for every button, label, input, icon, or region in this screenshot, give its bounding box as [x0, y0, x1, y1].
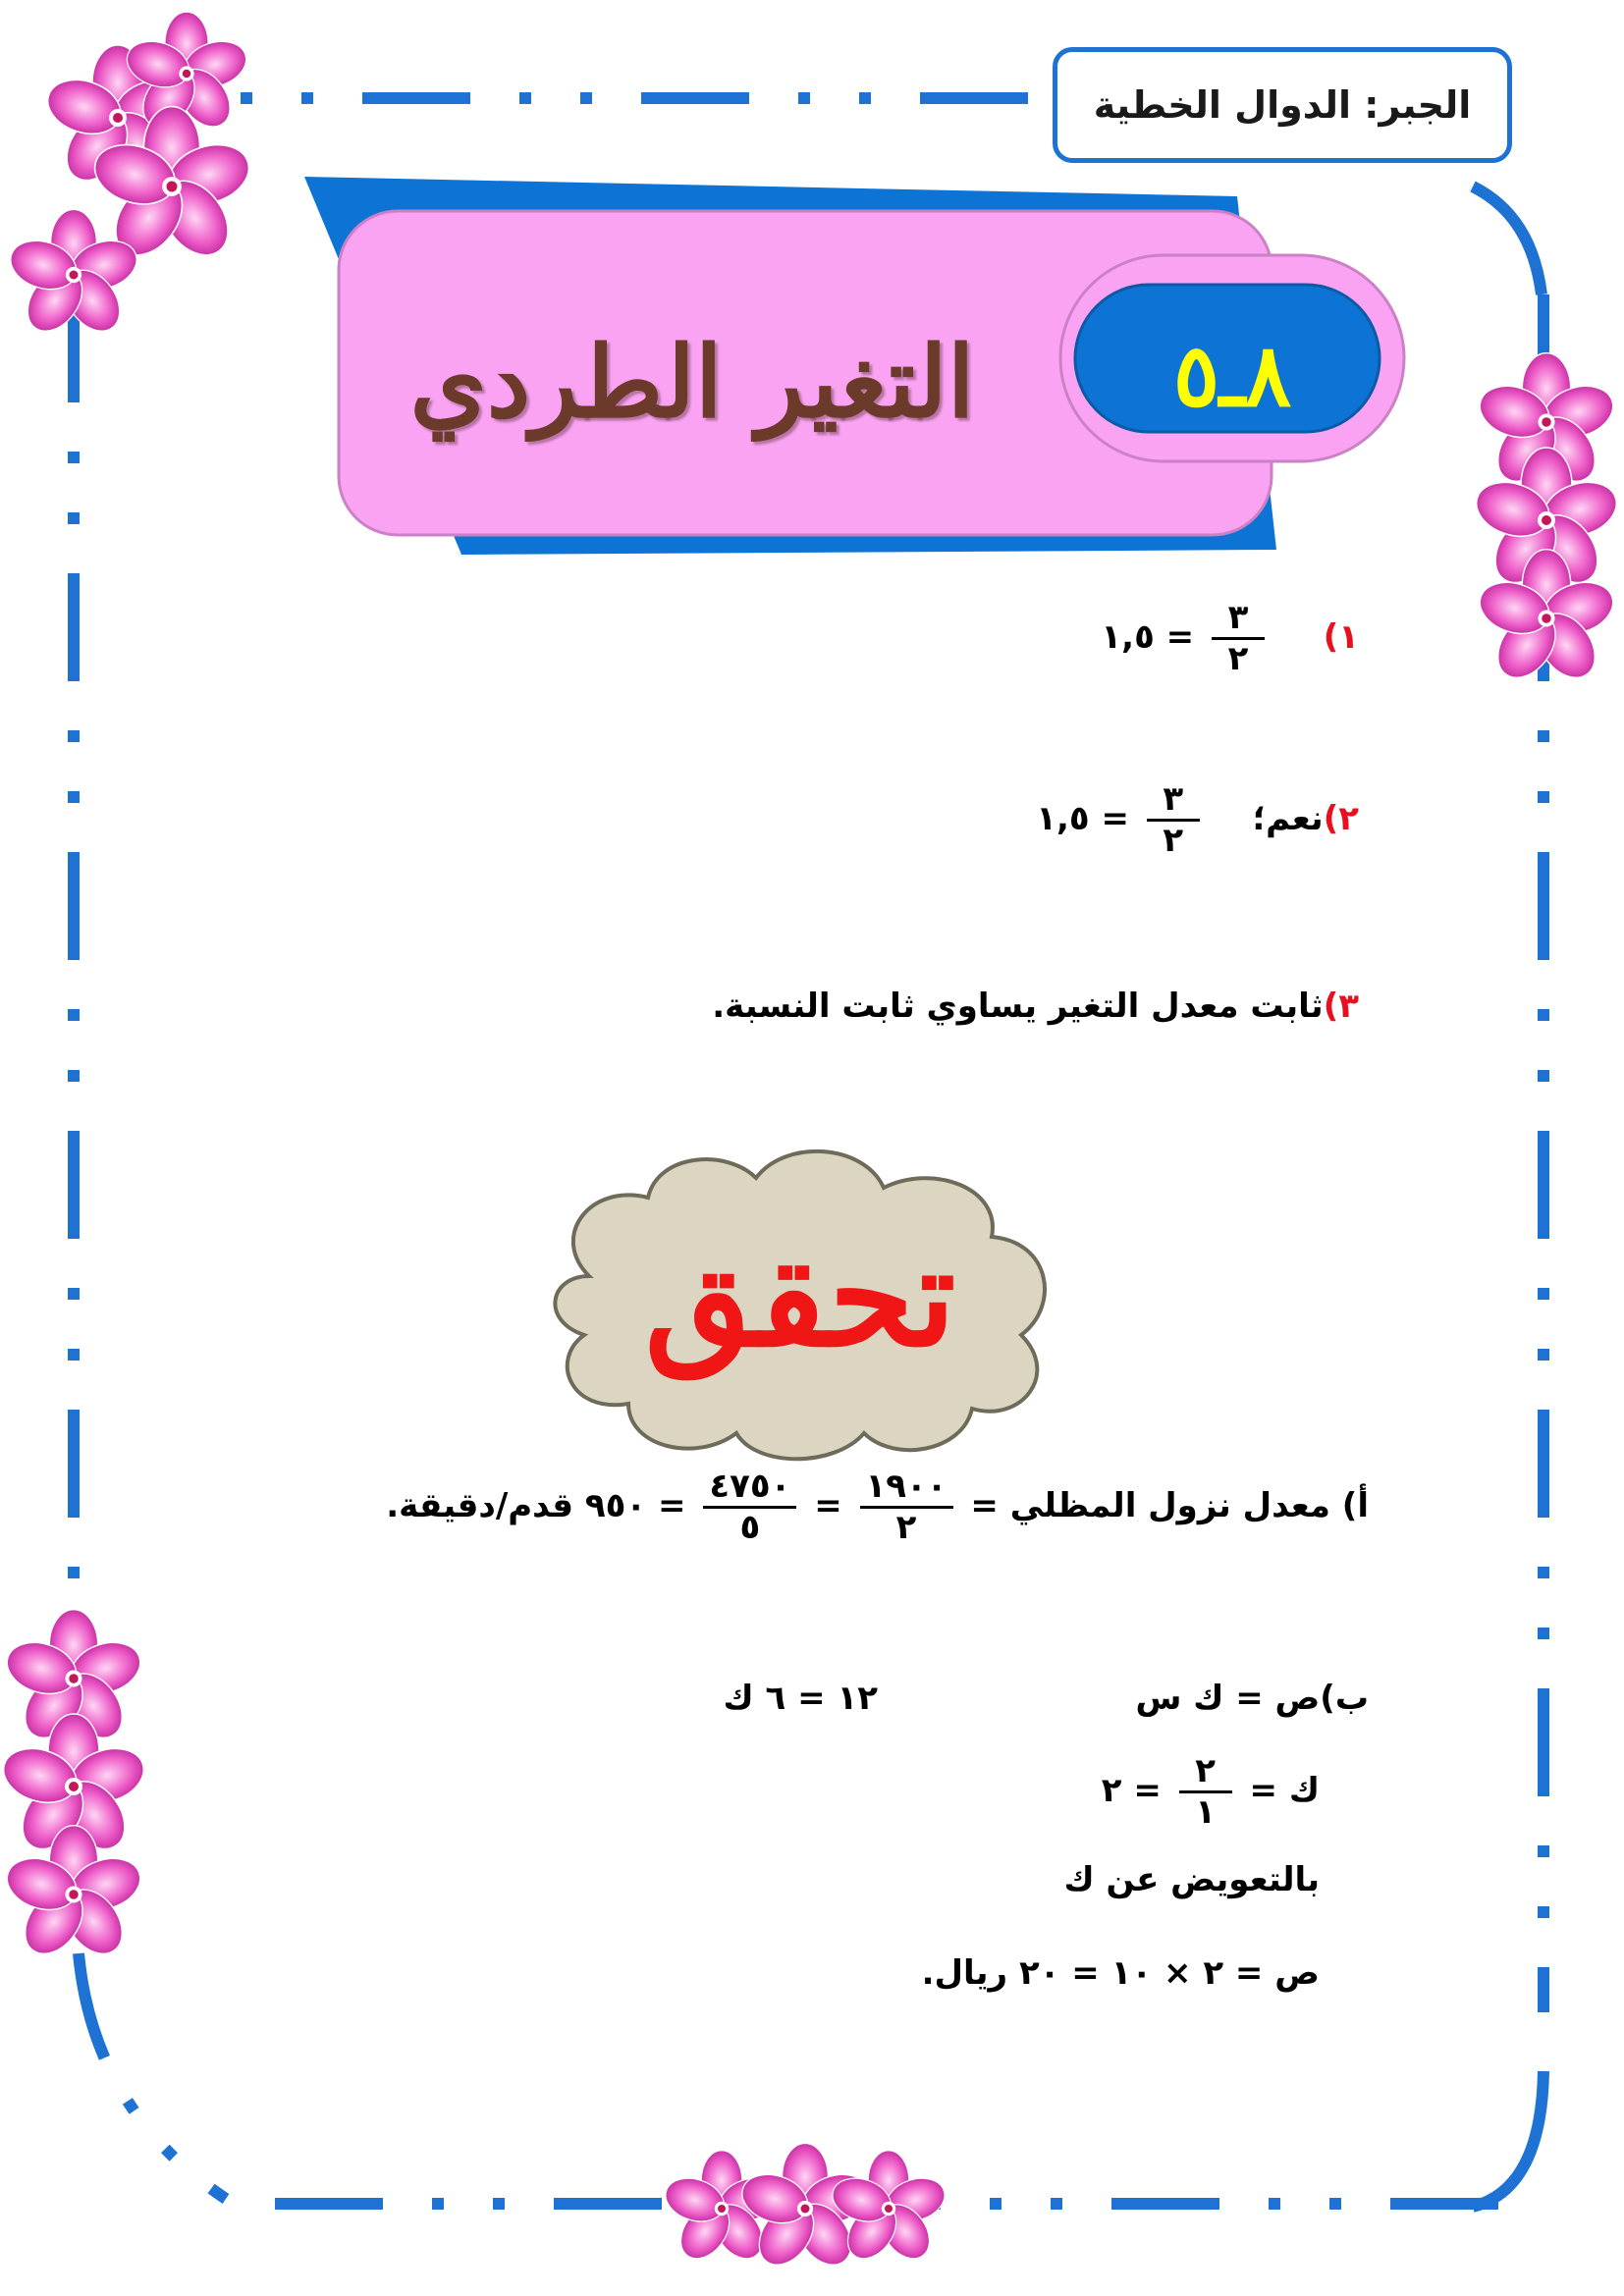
answer-1: [1101, 599, 1359, 678]
answer-3-number: ٣): [1323, 987, 1359, 1026]
lesson-title: التغير الطردي: [409, 324, 975, 440]
fraction-denominator: ٥: [739, 1508, 761, 1548]
answer-1-result: = ١,٥: [1101, 617, 1195, 658]
fraction-denominator: ٢: [1227, 639, 1249, 679]
flower-icon: [4, 12, 256, 342]
flower-icon: [1470, 353, 1624, 689]
answer-2: [1036, 780, 1359, 860]
check-b-line-1b: ١٢ = ٦ ك: [723, 1679, 878, 1718]
answer-1-fraction: [1212, 599, 1265, 678]
check-a-fraction-1: [860, 1468, 953, 1547]
fraction-denominator: ٢: [895, 1508, 917, 1548]
section-label: الجبر: الدوال الخطية: [1053, 47, 1512, 163]
check-b-line-3: بالتعويض عن ك: [1063, 1860, 1320, 1899]
answer-2-number: ٢): [1323, 799, 1359, 839]
check-a-label: أ): [1341, 1486, 1369, 1526]
check-a-equals: =: [814, 1486, 842, 1526]
fraction-numerator: ٣: [1227, 598, 1249, 637]
lesson-number: ٨ـ٥: [1172, 324, 1292, 426]
check-a-result: = ٩٥٠ قدم/دقيقة.: [386, 1486, 686, 1526]
answer-3: [712, 987, 1359, 1027]
check-part-a: [386, 1468, 1369, 1547]
flower-icon: [0, 1610, 150, 1965]
answer-2-result: = ١,٥: [1036, 799, 1129, 839]
check-b-line-4: ص = ٢ × ١٠ = ٢٠ ريال.: [921, 1953, 1320, 1993]
flower-icon: [660, 2143, 949, 2274]
fraction-numerator: ٤٧٥٠: [709, 1467, 791, 1506]
answer-2-prefix: نعم؛: [1252, 799, 1324, 839]
fraction-numerator: ١٩٠٠: [865, 1467, 947, 1506]
check-title: تحقق: [644, 1217, 956, 1378]
check-b-line-1: ب)ص = ك س: [1135, 1679, 1369, 1718]
check-a-fraction-2: [703, 1468, 796, 1547]
check-a-text: معدل نزول المظلي =: [970, 1486, 1330, 1526]
fraction-denominator: ١: [1195, 1792, 1217, 1833]
answer-2-fraction: [1147, 780, 1200, 860]
answer-3-text: ثابت معدل التغير يساوي ثابت النسبة.: [712, 987, 1324, 1026]
check-b-k-fraction: [1179, 1752, 1232, 1832]
fraction-numerator: ٣: [1163, 779, 1184, 819]
answer-1-number: ١): [1323, 617, 1359, 658]
check-b-k-result: = ٢: [1101, 1771, 1162, 1811]
fraction-numerator: ٢: [1195, 1751, 1217, 1790]
check-b-k: [1102, 1752, 1320, 1832]
check-b-k-label: ك =: [1249, 1771, 1320, 1811]
fraction-denominator: ٢: [1163, 821, 1184, 861]
